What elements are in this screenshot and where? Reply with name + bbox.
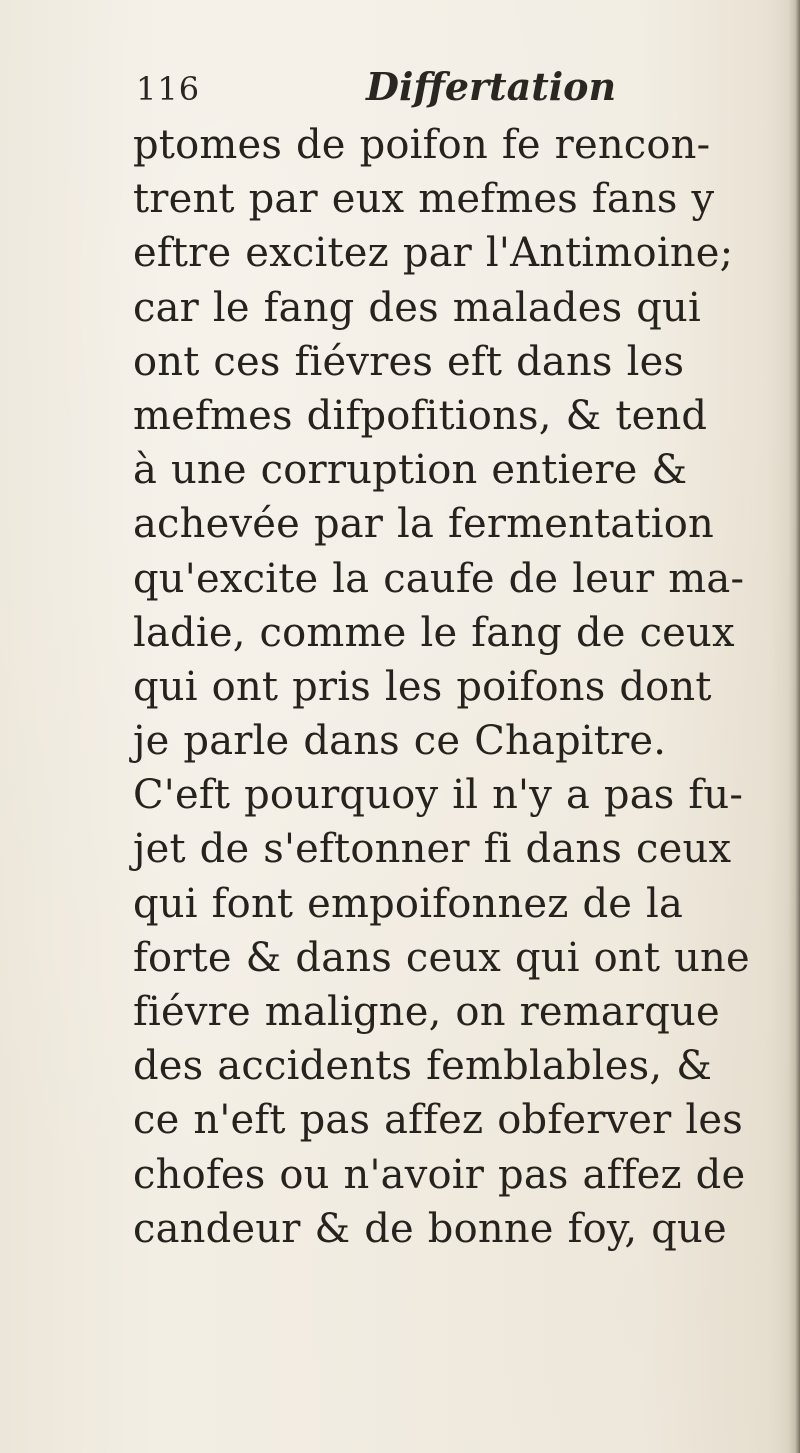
text-line: fiévre maligne, on remarque: [133, 989, 720, 1035]
text-line: mefmes difpofitions, & tend: [133, 392, 708, 439]
page-number: 116: [136, 70, 201, 108]
text-line: ptomes de poifon fe rencon-: [133, 122, 711, 168]
text-line: ce n'eft pas affez obferver les: [133, 1097, 744, 1144]
text-line: je parle dans ce Chapitre.: [133, 718, 667, 765]
text-line: achevée par la fermentation: [133, 501, 714, 548]
text-line: à une corruption entiere &: [133, 447, 688, 494]
page-edge-shadow: [788, 0, 800, 1453]
page-header: [136, 58, 756, 118]
running-head: Differtation: [366, 64, 617, 109]
text-line: qui ont pris les poifons dont: [133, 663, 712, 710]
text-line: C'eft pourquoy il n'y a pas fu-: [133, 772, 744, 819]
text-line: des accidents femblables, &: [133, 1043, 713, 1090]
text-line: trent par eux mefmes fans y: [133, 176, 715, 223]
text-line: car le fang des malades qui: [133, 284, 702, 331]
text-line: jet de s'eftonner fi dans ceux: [133, 826, 732, 873]
text-line: qu'excite la caufe de leur ma-: [133, 555, 745, 602]
text-line: ladie, comme le fang de ceux: [133, 609, 735, 656]
text-line: chofes ou n'avoir pas affez de: [133, 1151, 746, 1198]
text-line: eftre excitez par l'Antimoine;: [133, 230, 734, 277]
text-line: candeur & de bonne foy, que: [133, 1205, 727, 1252]
text-line: forte & dans ceux qui ont une: [133, 934, 750, 981]
body-text: [133, 118, 773, 1256]
text-line: qui font empoifonnez de la: [133, 880, 684, 927]
text-line: ont ces fiévres eft dans les: [133, 338, 685, 385]
